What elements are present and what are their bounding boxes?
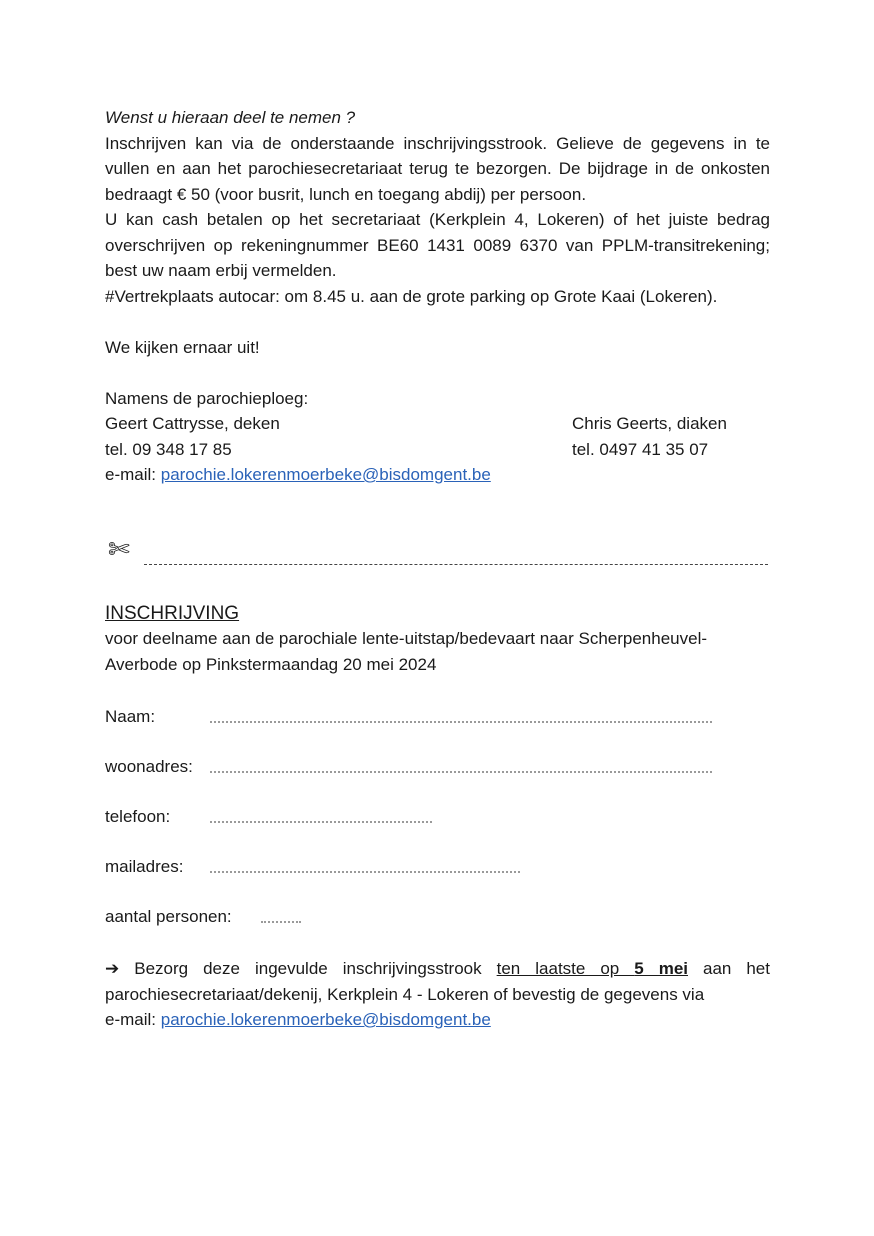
field-woonadres xyxy=(105,754,770,779)
intro-question: Wenst u hieraan deel te nemen ? xyxy=(105,108,356,127)
cut-line xyxy=(108,536,768,576)
field-telefoon xyxy=(105,804,770,829)
email-link[interactable]: parochie.lokerenmoerbeke@bisdomgent.be xyxy=(160,465,491,484)
signature-email-line xyxy=(105,462,770,488)
field-telefoon-input[interactable] xyxy=(210,821,432,823)
email-label: e-mail: xyxy=(105,465,161,484)
scissors-icon: ✄ xyxy=(108,534,130,564)
field-aantal-input[interactable] xyxy=(261,921,301,923)
field-woonadres-label: woonadres: xyxy=(105,757,193,776)
registration-subtitle-line1: voor deelname aan de parochiale lente-uitstap/bedevaart naar Scherpenheuvel- xyxy=(105,629,708,648)
intro-paragraph-payment: U kan cash betalen op het secretariaat (Kerkplein 4, Lokeren) of het juiste bedrag overschrijven op rekeningnummer BE60 1431 0089 6370 van PPLM-transitrekening; best uw naam erbij vermelden. xyxy=(105,210,770,280)
field-aantal-label: aantal personen: xyxy=(105,907,232,926)
registration-instruction: ➔ Bezorg deze ingevulde inschrijvingsstrook ten laatste op 5 mei aan het parochiesecretariaat/dekenij, Kerkplein 4 - Lokeren of bevestig de gegevens via xyxy=(105,959,770,1004)
registration-subtitle-line2: Averbode op Pinkstermaandag 20 mei 2024 xyxy=(105,654,437,674)
arrow-icon: ➔ xyxy=(105,959,120,978)
signature-right-phone: tel. 0497 41 35 07 xyxy=(572,439,709,459)
field-mailadres xyxy=(105,854,770,879)
signature-left-phone: tel. 09 348 17 85 xyxy=(105,439,232,459)
signature-right-name: Chris Geerts, diaken xyxy=(572,414,727,433)
signature-left-name: Geert Cattrysse, deken xyxy=(105,414,280,433)
closing-text: We kijken ernaar uit! xyxy=(105,337,260,357)
registration-form xyxy=(105,601,770,1033)
field-naam-input[interactable] xyxy=(210,721,712,723)
signatures-intro: Namens de parochieploeg: xyxy=(105,388,309,408)
registration-email-link[interactable]: parochie.lokerenmoerbeke@bisdomgent.be xyxy=(160,1010,491,1029)
intro-departure: #Vertrekplaats autocar: om 8.45 u. aan de grote parking op Grote Kaai (Lokeren). xyxy=(105,286,718,306)
registration-email-label: e-mail: xyxy=(105,1010,161,1029)
field-woonadres-input[interactable] xyxy=(210,771,712,773)
field-naam xyxy=(105,704,770,729)
field-mailadres-label: mailadres: xyxy=(105,857,184,876)
intro-paragraph-registration: Inschrijven kan via de onderstaande inschrijvingsstrook. Gelieve de gegevens in te vullen en aan het parochiesecretariaat terug te bezorgen. De bijdrage in de onkosten bedraagt € 50 (voor busrit, lunch en toegang abdij) per persoon. xyxy=(105,133,770,204)
field-aantal xyxy=(105,904,770,929)
registration-heading: INSCHRIJVING xyxy=(105,603,240,624)
letter-body xyxy=(105,105,770,488)
dashed-cut-line xyxy=(144,564,768,565)
registration-email-line xyxy=(105,1007,770,1033)
field-naam-label: Naam: xyxy=(105,707,156,726)
deadline: ten laatste op 5 mei xyxy=(496,959,688,978)
field-mailadres-input[interactable] xyxy=(210,871,520,873)
field-telefoon-label: telefoon: xyxy=(105,807,171,826)
